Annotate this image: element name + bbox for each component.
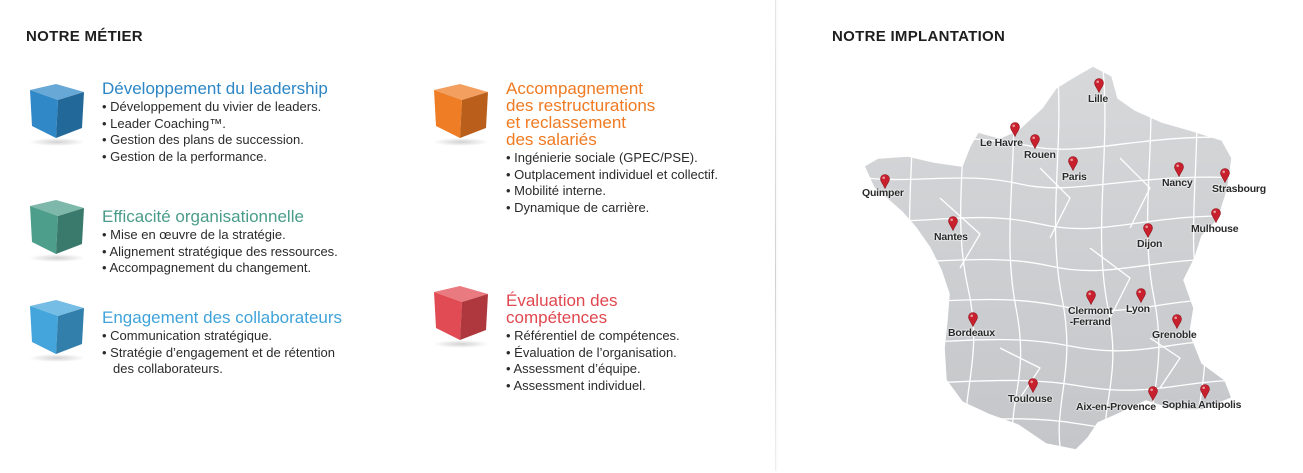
city-label: Quimper (862, 187, 904, 199)
service-items (506, 150, 806, 216)
service-title: Engagement des collaborateurs (102, 308, 343, 327)
service-item: • Outplacement individuel et collectif. (506, 167, 806, 184)
service-item: • Ingénierie sociale (GPEC/PSE). (506, 150, 806, 167)
map-pin-icon (1200, 384, 1210, 399)
service-item: • Référentiel de compétences. (506, 328, 806, 345)
city-label: Grenoble (1152, 329, 1197, 341)
city-label: Paris (1062, 171, 1087, 183)
metier-title: NOTRE MÉTIER (26, 28, 143, 45)
city-label: Aix-en-Provence (1076, 401, 1156, 413)
map-pin-icon (1172, 314, 1182, 329)
service-item: • Évaluation de l’organisation. (506, 345, 806, 362)
map-pin-icon (1136, 288, 1146, 303)
service-item: • Mise en œuvre de la stratégie. (102, 227, 402, 244)
map-pin-icon (1174, 162, 1184, 177)
city-label: Rouen (1024, 149, 1056, 161)
city-label: Mulhouse (1191, 223, 1239, 235)
map-pin-icon (1086, 290, 1096, 305)
map-pin-icon (1148, 386, 1158, 401)
service-title: Développement du leadership (102, 79, 328, 98)
column-divider (775, 0, 776, 471)
city-label: Nancy (1162, 177, 1193, 189)
city-label: Nantes (934, 231, 968, 243)
blue-cube-icon (26, 80, 88, 148)
service-title: Accompagnement des restructurations et reclassement des salariés (506, 79, 656, 149)
green-cube-icon (26, 196, 88, 264)
service-item: • Leader Coaching™. (102, 116, 402, 133)
orange-cube-icon (430, 80, 492, 148)
service-item: • Stratégie d’engagement et de rétention des collaborateurs. (102, 345, 402, 378)
service-item: • Gestion de la performance. (102, 149, 402, 166)
service-items (102, 227, 402, 277)
map-pin-icon (1028, 378, 1038, 393)
city-label: Lille (1088, 93, 1109, 105)
service-item: • Développement du vivier de leaders. (102, 99, 402, 116)
implantation-title: NOTRE IMPLANTATION (832, 28, 1006, 45)
service-item: • Assessment d’équipe. (506, 361, 806, 378)
service-item: • Assessment individuel. (506, 378, 806, 395)
map-pin-icon (1220, 168, 1230, 183)
city-label: Toulouse (1008, 393, 1053, 405)
service-item: • Alignement stratégique des ressources. (102, 244, 402, 261)
service-item: • Communication stratégique. (102, 328, 402, 345)
service-items (102, 99, 402, 165)
france-map (850, 58, 1270, 468)
service-item: • Mobilité interne. (506, 183, 806, 200)
map-pin-icon (1010, 122, 1020, 137)
red-cube-icon (430, 282, 492, 350)
service-item: • Gestion des plans de succession. (102, 132, 402, 149)
map-pin-icon (968, 312, 978, 327)
service-title: Évaluation des compétences (506, 291, 618, 327)
city-label: Dijon (1137, 238, 1163, 250)
city-label: Bordeaux (948, 327, 995, 339)
map-pin-icon (948, 216, 958, 231)
service-title: Efficacité organisationnelle (102, 207, 304, 226)
city-label: Clermont -Ferrand (1068, 305, 1113, 328)
map-pin-icon (1211, 208, 1221, 223)
map-pin-icon (1094, 78, 1104, 93)
city-label: Lyon (1126, 303, 1150, 315)
city-label: Strasbourg (1212, 183, 1267, 195)
service-items (506, 328, 806, 394)
city-label: Le Havre (980, 137, 1023, 149)
city-label: Sophia Antipolis (1162, 399, 1242, 411)
service-item: • Accompagnement du changement. (102, 260, 402, 277)
map-pin-icon (1143, 223, 1153, 238)
service-items (102, 328, 402, 378)
light-blue-cube-icon (26, 296, 88, 364)
map-pin-icon (1068, 156, 1078, 171)
map-pin-icon (1030, 134, 1040, 149)
service-item: • Dynamique de carrière. (506, 200, 806, 217)
